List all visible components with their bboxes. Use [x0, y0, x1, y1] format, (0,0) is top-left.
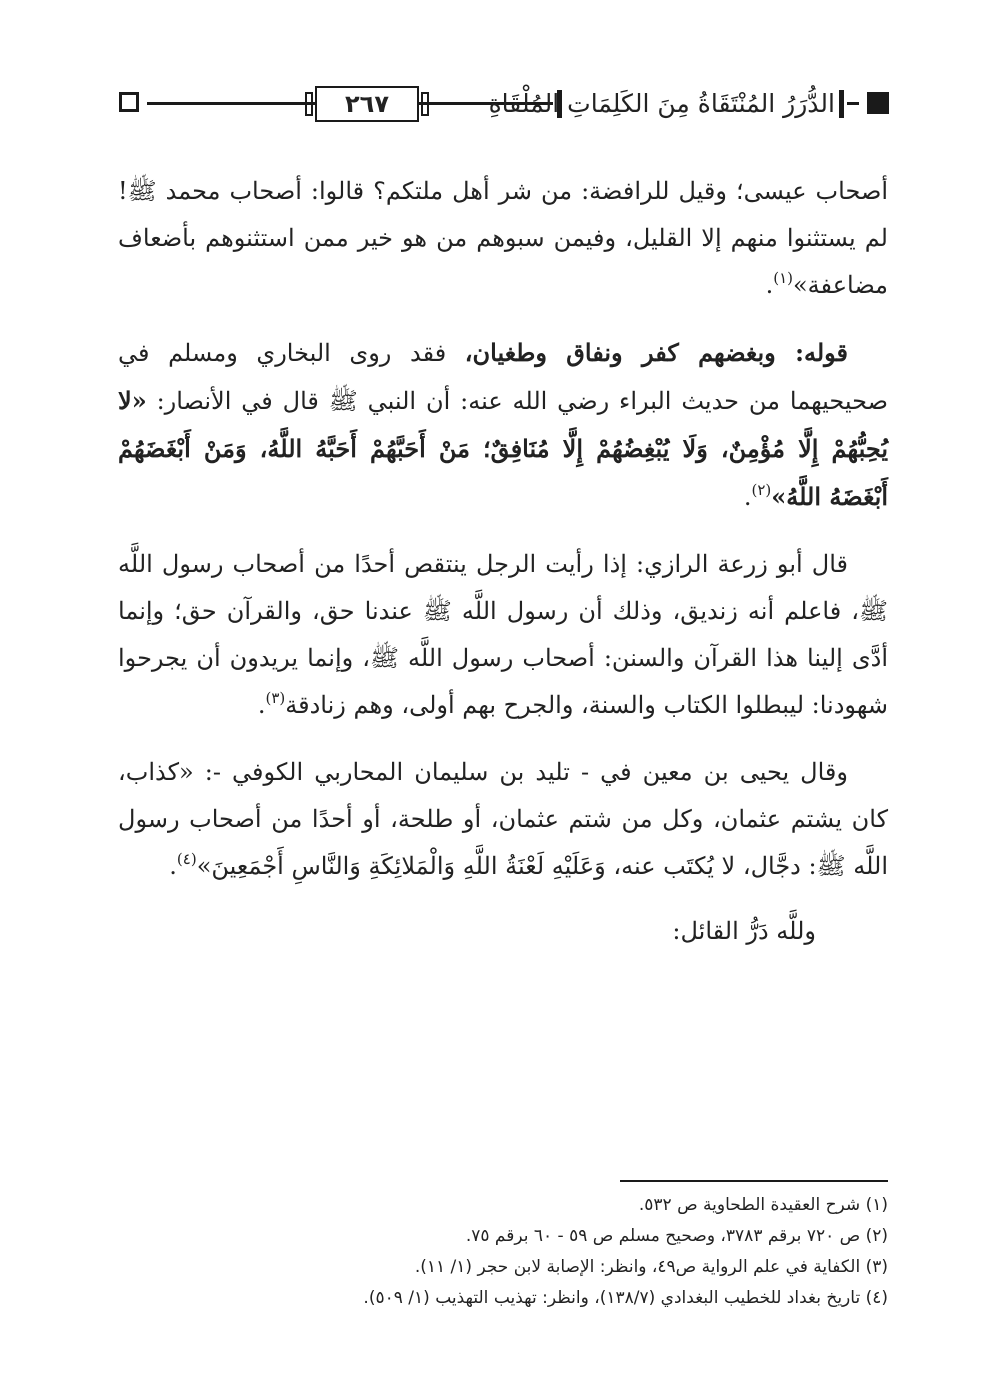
- paragraph-end: .: [169, 852, 177, 880]
- header-divider-bar: [839, 90, 844, 118]
- running-title: الدُّرَرُ المُنْتَقَاةُ مِنَ الكَلِمَاتِ المُلْقَاةِ: [488, 89, 835, 118]
- page-number: ٢٦٧: [345, 90, 389, 118]
- footnote-ref: (١): [773, 269, 793, 287]
- page-number-frame: [315, 86, 419, 122]
- footnote: (٢) ص ٧٢٠ برقم ٣٧٨٣، وصحيح مسلم ص ٥٩ - ٦٠ برقم ٧٥.: [465, 1226, 888, 1246]
- footnote-separator: [620, 1180, 888, 1182]
- paragraph: [118, 749, 888, 890]
- hadith-quote: «لا يُحِبُّهُمْ إِلَّا مُؤْمِنٌ، وَلَا يُبْغِضُهُمْ إِلَّا مُنَافِقٌ؛ مَنْ أَحَبَّهُمْ أَحَبَّهُ اللَّهُ، وَمَنْ أَبْغَضَهُمْ أَبْغَضَهُ اللَّهُ»: [118, 386, 888, 511]
- paragraph-lead: قوله: وبغضهم كفر ونفاق وطغيان،: [464, 338, 848, 367]
- paragraph-end: .: [765, 271, 774, 299]
- paragraph-text: أصحاب عيسى؛ وقيل للرافضة: من شر أهل ملتكم؟ قالوا: أصحاب محمد ﷺ! لم يستثنوا منهم إلا القليل، وفيمن سبوهم من هو خير ممن استثنوهم بأضعاف مضاعفة»: [118, 177, 888, 299]
- header-rule: [147, 102, 315, 105]
- footnote-ref: (٣): [265, 689, 286, 707]
- header-ornament-square-filled: [867, 92, 889, 114]
- header-ornament-square-outline: [119, 92, 139, 112]
- paragraph-text: وقال يحيى بن معين في - تليد بن سليمان المحاربي الكوفي -: «كذاب، كان يشتم عثمان، وكل من شتم عثمان، أو طلحة، أو أحدًا من أصحاب رسول اللَّه ﷺ: دجَّال، لا يُكتَب عنه، وَعَلَيْهِ لَعْنَةُ اللَّهِ وَالْمَلائِكَةِ وَالنَّاسِ أَجْمَعِينَ»: [118, 758, 888, 880]
- footnote: (١) شرح العقيدة الطحاوية ص ٥٣٢.: [638, 1195, 888, 1215]
- footnote: (٤) تاريخ بغداد للخطيب البغدادي (١٣٨/٧)، وانظر: تهذيب التهذيب (١/ ٥٠٩).: [363, 1288, 888, 1308]
- paragraph: [118, 329, 888, 521]
- paragraph: [118, 541, 888, 729]
- paragraph-text: فقد روى البخاري ومسلم في صحيحيهما من حديث البراء رضي الله عنه: أن النبي ﷺ قال في الأنصار:: [118, 339, 888, 415]
- main-text: [118, 168, 888, 955]
- paragraph: [118, 168, 888, 309]
- page-header: [117, 78, 889, 130]
- verse-intro: وللَّه دَرُّ القائل:: [672, 917, 816, 945]
- footnote-ref: (٤): [176, 850, 197, 868]
- footnote-ref: (٢): [751, 481, 772, 499]
- header-rule: [847, 102, 859, 105]
- footnotes: [150, 1190, 888, 1314]
- paragraph-text: قال أبو زرعة الرازي: إذا رأيت الرجل ينتقص أحدًا من أصحاب رسول اللَّه ﷺ، فاعلم أنه زنديق، وذلك أن رسول اللَّه ﷺ عندنا حق، والقرآن حق؛ وإنما أدَّى إلينا هذا القرآن والسنن: أصحاب رسول اللَّه ﷺ، وإنما يريدون أن يجرحوا شهودنا: ليبطلوا الكتاب والسنة، والجرح بهم أولى، وهم زنادقة: [118, 550, 888, 719]
- paragraph-end: .: [743, 483, 752, 511]
- footnote: (٣) الكفاية في علم الرواية ص٤٩، وانظر: الإصابة لابن حجر (١/ ١١).: [414, 1257, 888, 1277]
- paragraph-end: .: [257, 691, 266, 719]
